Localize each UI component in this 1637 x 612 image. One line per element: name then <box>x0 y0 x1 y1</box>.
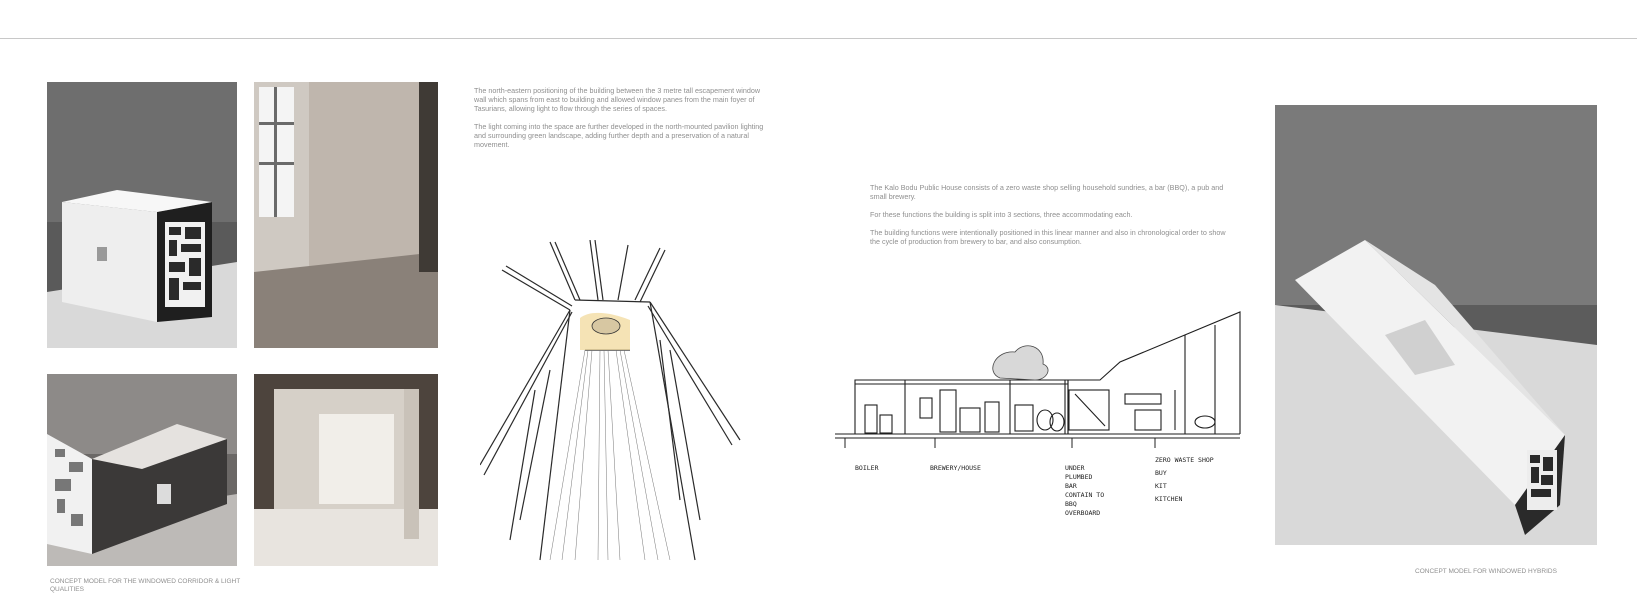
section-label-middle-6: OVERBOARD <box>1065 509 1101 517</box>
section-label-middle-1: UNDER <box>1065 464 1085 472</box>
section-label-boiler: BOILER <box>855 464 879 472</box>
section-label-right-4: KITCHEN <box>1155 495 1183 503</box>
concept-model-photo-3 <box>47 374 237 566</box>
description-right <box>870 183 1230 255</box>
paragraph: The Kalo Bodu Public House consists of a zero waste shop selling household sundries, a bar (BBQ), a pub and small brewery. <box>870 183 1224 201</box>
section-label-middle-3: BAR <box>1065 482 1077 490</box>
section-label-middle-5: BBQ <box>1065 500 1077 508</box>
section-label-middle-2: PLUMBED <box>1065 473 1093 481</box>
section-label-right-3: KIT <box>1155 482 1167 490</box>
corridor-perspective-sketch <box>480 240 770 570</box>
paragraph: The north-eastern positioning of the building between the 3 metre tall escapement window wall which spans from east to building and allowed window panes from the main foyer of Tasurians, allowing light to flow through the series of spaces. <box>474 86 761 113</box>
caption-right: CONCEPT MODEL FOR WINDOWED HYBRIDS <box>1415 568 1557 575</box>
section-label-right-1: ZERO WASTE SHOP <box>1155 456 1214 464</box>
building-section-sketch <box>835 310 1255 525</box>
section-label-middle-4: CONTAIN TO <box>1065 491 1105 499</box>
concept-model-photo-2 <box>254 82 438 348</box>
section-label-right-2: BUY <box>1155 469 1167 477</box>
concept-model-photo-large <box>1275 105 1597 545</box>
paragraph: The light coming into the space are further developed in the north-mounted pavilion lighting and surrounding green landscape, adding further depth and a preservation of a natural movement. <box>474 122 764 149</box>
concept-model-photo-4 <box>254 374 438 566</box>
description-left <box>474 86 770 158</box>
caption-left: CONCEPT MODEL FOR THE WINDOWED CORRIDOR & LIGHT QUALITIES <box>50 578 241 593</box>
paragraph: For these functions the building is split into 3 sections, three accommodating each. <box>870 210 1133 219</box>
top-divider <box>0 38 1637 39</box>
paragraph: The building functions were intentionally positioned in this linear manner and also in chronological order to show the cycle of production from brewery to bar, and also consumption. <box>870 228 1226 246</box>
concept-model-photo-1 <box>47 82 237 348</box>
section-label-brewery: BREWERY/HOUSE <box>930 464 981 472</box>
